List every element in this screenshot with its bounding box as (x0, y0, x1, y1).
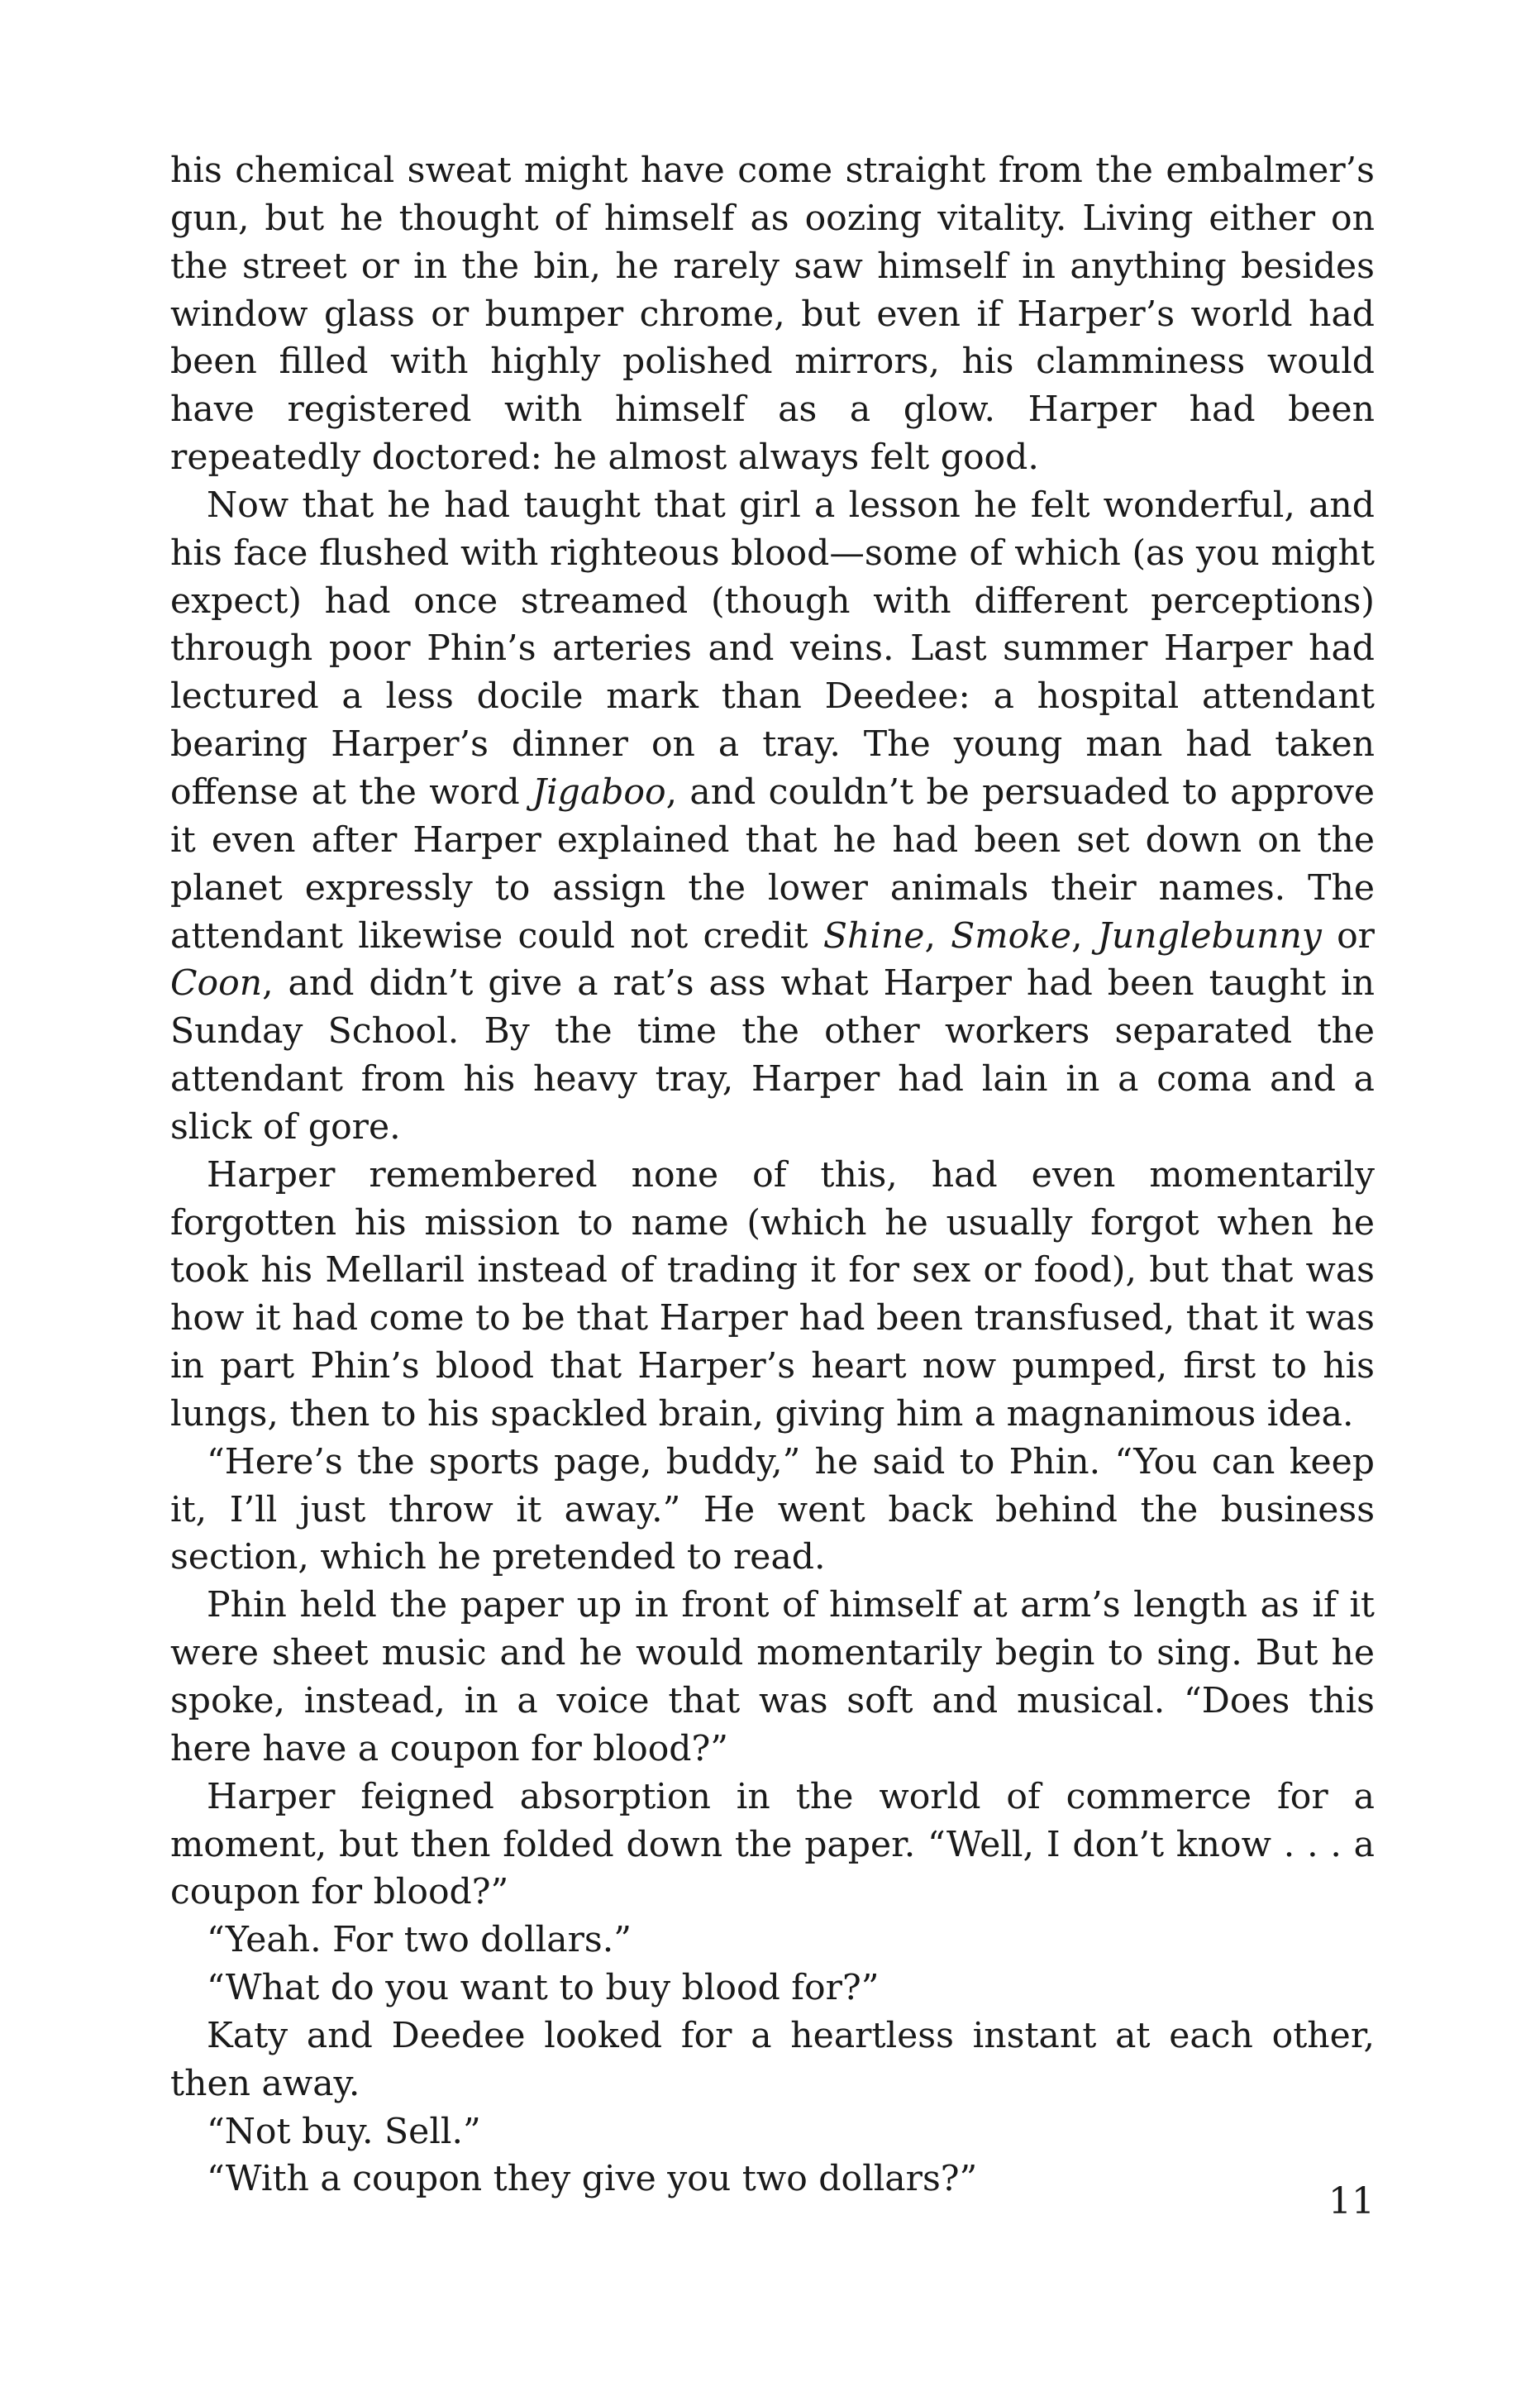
italic-term: Junglebunny (1097, 915, 1322, 957)
italic-term: Jigaboo (532, 771, 666, 813)
body-text (170, 147, 1375, 2203)
text-run: Now that he had taught that girl a lesson he felt wonderful, and his face flushed with righteous blood—some of which (as you might expect) had once streamed (though with different perceptions) through poor Phin’s arteries and veins. Last summer Harper had lectured a less docile mark than Deedee: a hospital attendant bearing Harper’s dinner on a tray. The young man had taken offense at the word (170, 485, 1375, 813)
text-run: his chemical sweat might have come straight from the embalmer’s gun, but he thought of himself as oozing vitality. Living either on the street or in the bin, he rarely saw himself in anything besides window glass or bumper chrome, but even if Harper’s world had been filled with highly polished mirrors, his clamminess would have registered with himself as a glow. Harper had been repeatedly doctored: he almost always felt good. (170, 150, 1375, 479)
text-run: , and didn’t give a rat’s ass what Harper had been taught in Sunday School. By the time the other workers separated the attendant from his heavy tray, Harper had lain in a coma and a slick of gore. (170, 963, 1375, 1148)
text-run: “Here’s the sports page, buddy,” he said to Phin. “You can keep it, I’ll just throw it away.” He went back behind the business section, which he pretended to read. (170, 1441, 1375, 1578)
text-run: “With a coupon they give you two dollars?” (207, 2159, 978, 2200)
paragraph (170, 2155, 1375, 2203)
text-run: “Not buy. Sell.” (207, 2111, 481, 2152)
italic-term: Shine (822, 915, 925, 957)
page-number: 11 (1328, 2180, 1375, 2222)
paragraph (170, 147, 1375, 482)
text-run: , (1071, 915, 1098, 957)
text-run: Katy and Deedee looked for a heartless instant at each other, then away. (170, 2015, 1375, 2104)
text-run: , (924, 915, 951, 957)
text-run: or (1321, 915, 1375, 957)
text-run: Harper remembered none of this, had even momentarily forgotten his mission to name (which he usually forgot when he took his Mellaril instead of trading it for sex or food), but that was how it had come to be that Harper had been transfused, that it was in part Phin’s blood that Harper’s heart now pumped, first to his lungs, then to his spackled brain, giving him a magnanimous idea. (170, 1154, 1375, 1435)
paragraph (170, 1773, 1375, 1917)
text-run: , and couldn’t be persuaded to approve it even after Harper explained that he had been set down on the planet expressly to assign the lower animals their names. The attendant likewise could not credit (170, 771, 1375, 957)
paragraph (170, 482, 1375, 1152)
paragraph (170, 1439, 1375, 1583)
paragraph (170, 1964, 1375, 2012)
text-run: Harper feigned absorption in the world of commerce for a moment, but then folded down the paper. “Well, I don’t know . . . a coupon for blood?” (170, 1776, 1375, 1913)
text-run: “What do you want to buy blood for?” (207, 1968, 880, 2009)
paragraph (170, 1917, 1375, 1964)
paragraph (170, 1582, 1375, 1773)
paragraph (170, 2012, 1375, 2108)
text-run: “Yeah. For two dollars.” (207, 1920, 632, 1961)
text-run: Phin held the paper up in front of himself at arm’s length as if it were sheet music and he would momentarily begin to sing. But he spoke, instead, in a voice that was soft and musical. “Does this here have a coupon for blood?” (170, 1585, 1375, 1769)
paragraph (170, 1152, 1375, 1439)
paragraph (170, 2108, 1375, 2156)
italic-term: Coon (170, 963, 263, 1005)
italic-term: Smoke (951, 915, 1072, 957)
